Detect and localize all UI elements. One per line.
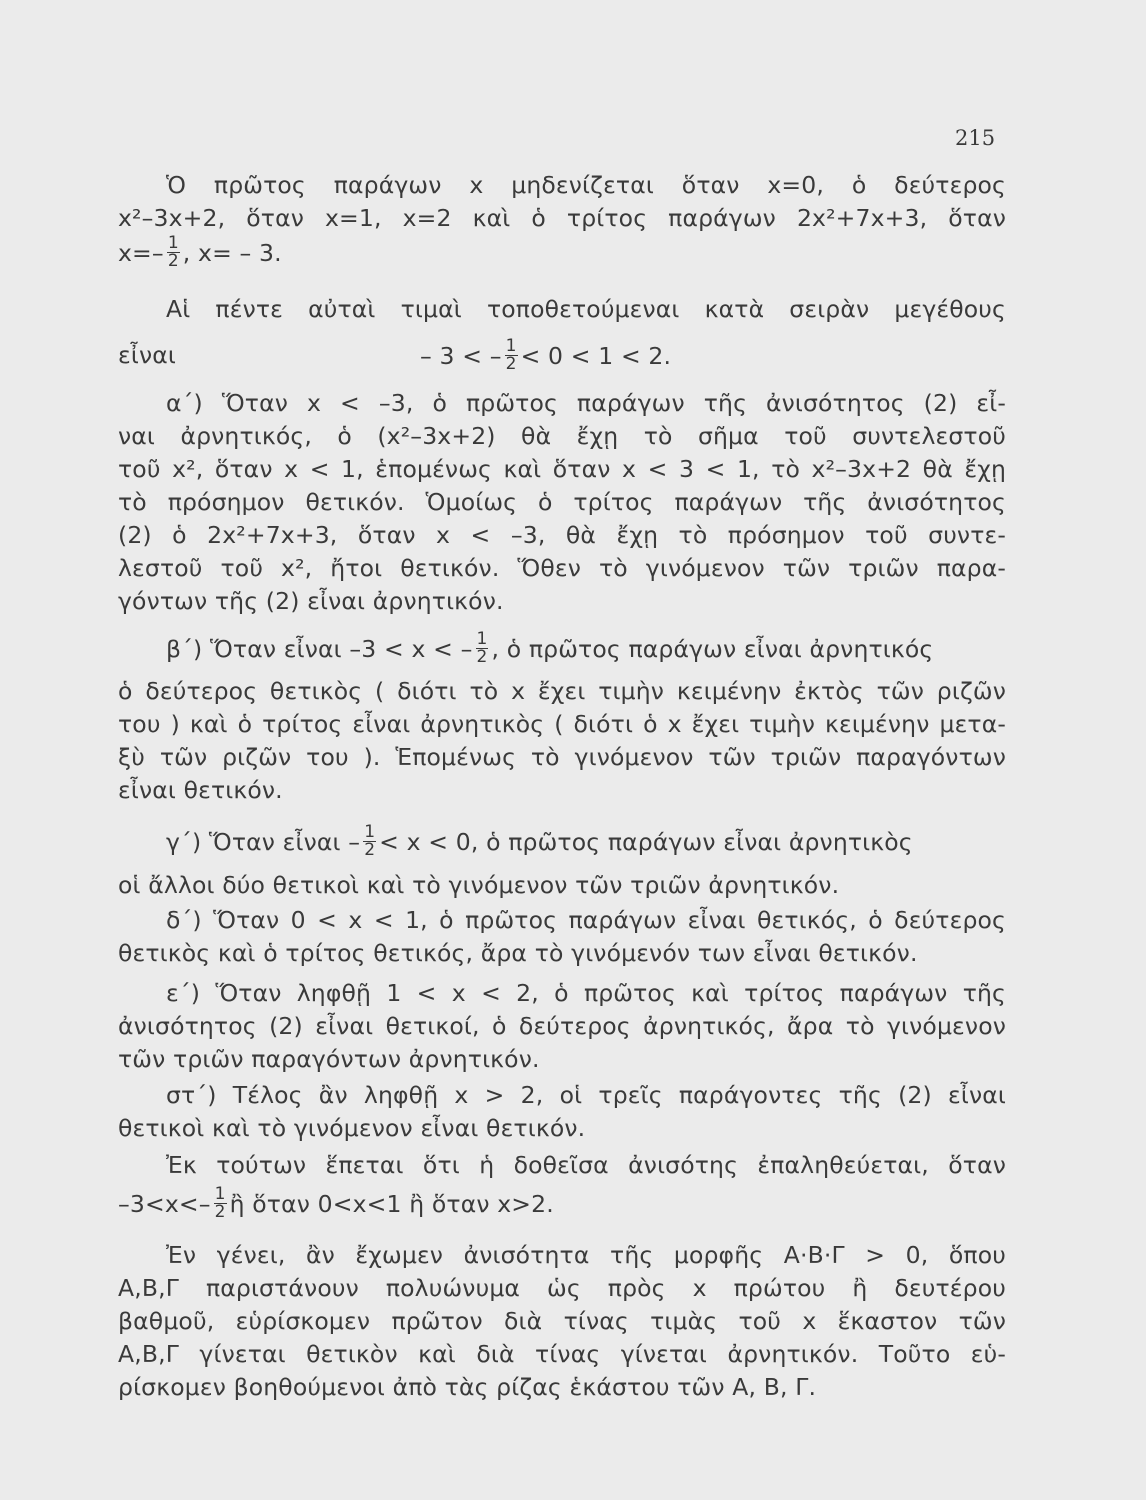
equation-text: x=– (118, 239, 164, 267)
text-line: γόντων τῆς (2) εἶναι ἀρνητικόν. (118, 587, 504, 615)
text-line: Α,Β,Γ παριστάνουν πολυώνυμα ὡς πρὸς x πρώτου ἢ δευτέρου (118, 1274, 1006, 1302)
fraction-numerator: 1 (364, 822, 376, 842)
text-line: ξὺ τῶν ριζῶν του ). Ἑπομένως τὸ γινόμενον τῶν τριῶν παραγόντων (118, 743, 1006, 771)
page-number: 215 (955, 126, 996, 150)
fraction (505, 338, 518, 373)
text-line-equation-roots (118, 233, 1006, 272)
word: εἶναι (118, 341, 176, 369)
equation-text: γ΄) Ὅταν εἶναι – (166, 828, 361, 856)
text-line: Α,Β,Γ γίνεται θετικὸν καὶ διὰ τίνας γίνεται ἀρνητικόν. Τοῦτο εὑ- (118, 1340, 1006, 1368)
fraction-numerator: 1 (476, 629, 488, 649)
text-line: α΄) Ὅταν x < –3, ὁ πρῶτος παράγων τῆς ἀνισότητος (2) εἶ- (166, 389, 1006, 417)
text-line-ordering (118, 336, 1006, 374)
text-line: Ἐν γένει, ἂν ἔχωμεν ἀνισότητα τῆς μορφῆς Α·Β·Γ > 0, ὅπου (166, 1241, 1006, 1269)
equation-text: ἢ ὅταν 0<x<1 ἢ ὅταν x>2. (229, 1190, 554, 1218)
text-line: Ἐκ τούτων ἕπεται ὅτι ἡ δοθεῖσα ἀνισότης ἐπαληθεύεται, ὅταν (166, 1151, 1006, 1179)
fraction-numerator: 1 (167, 233, 179, 253)
equation-text: < 0 < 1 < 2. (520, 342, 672, 370)
fraction-denominator: 2 (167, 251, 179, 271)
text-line-gamma (166, 822, 1006, 861)
text-line: θετικὸς καὶ ὁ τρίτος θετικός, ἄρα τὸ γινόμενόν των εἶναι θετικόν. (118, 939, 918, 967)
fraction (363, 824, 376, 859)
fraction-denominator: 2 (364, 840, 376, 860)
text-line: λεστοῦ τοῦ x², ἤτοι θετικόν. Ὅθεν τὸ γινόμενον τῶν τριῶν παρα- (118, 554, 1006, 582)
text-line: ὁ δεύτερος θετικὸς ( διότι τὸ x ἔχει τιμὴν κειμένην ἐκτὸς τῶν ριζῶν (118, 677, 1006, 705)
text-line: ἀνισότητος (2) εἶναι θετικοί, ὁ δεύτερος ἀρνητικός, ἄρα τὸ γινόμενον (118, 1012, 1006, 1040)
text-line: (2) ὁ 2x²+7x+3, ὅταν x < –3, θὰ ἔχῃ τὸ πρόσημον τοῦ συντε- (118, 521, 1006, 549)
text-line: ρίσκομεν βοηθούμενοι ἀπὸ τὰς ρίζας ἑκάστου τῶν Α, Β, Γ. (118, 1373, 817, 1401)
equation-text: , x= – 3. (182, 239, 282, 267)
ordering-formula (420, 336, 672, 375)
text-line-solution (118, 1184, 1006, 1223)
text-line: του ) καὶ ὁ τρίτος εἶναι ἀρνητικὸς ( διότι ὁ x ἔχει τιμὴν κειμένην μετα- (118, 710, 1006, 738)
text-line: στ΄) Τέλος ἂν ληφθῇ x > 2, οἱ τρεῖς παράγοντες τῆς (2) εἶναι (166, 1081, 1006, 1109)
text-line: ναι ἀρνητικός, ὁ (x²–3x+2) θὰ ἔχῃ τὸ σῆμα τοῦ συντελεστοῦ (118, 422, 1006, 450)
equation-text: –3<x<– (118, 1190, 211, 1218)
text-line: οἱ ἄλλοι δύο θετικοὶ καὶ τὸ γινόμενον τῶν τριῶν ἀρνητικόν. (118, 871, 840, 899)
text-line: τοῦ x², ὅταν x < 1, ἑπομένως καὶ ὅταν x < 3 < 1, τὸ x²–3x+2 θὰ ἔχῃ (118, 455, 1006, 483)
equation-text: , ὁ πρῶτος παράγων εἶναι ἀρνητικός (491, 635, 934, 663)
fraction-numerator: 1 (214, 1184, 226, 1204)
fraction (214, 1186, 227, 1221)
fraction (476, 631, 489, 666)
fraction (167, 235, 180, 270)
fraction-numerator: 1 (505, 336, 517, 356)
text-line: τὸ πρόσημον θετικόν. Ὁμοίως ὁ τρίτος παράγων τῆς ἀνισότητος (118, 488, 1006, 516)
equation-text: < x < 0, ὁ πρῶτος παράγων εἶναι ἀρνητικὸς (379, 828, 913, 856)
equation-text: – 3 < – (420, 342, 502, 370)
text-line: ε΄) Ὅταν ληφθῇ 1 < x < 2, ὁ πρῶτος καὶ τρίτος παράγων τῆς (166, 979, 1006, 1007)
fraction-denominator: 2 (476, 647, 488, 667)
text-line: Ὁ πρῶτος παράγων x μηδενίζεται ὅταν x=0, ὁ δεύτερος (166, 171, 1006, 199)
text-line: δ΄) Ὅταν 0 < x < 1, ὁ πρῶτος παράγων εἶναι θετικός, ὁ δεύτερος (166, 906, 1006, 934)
text-line: βαθμοῦ, εὑρίσκομεν πρῶτον διὰ τίνας τιμὰς τοῦ x ἕκαστον τῶν (118, 1307, 1006, 1335)
text-line: εἶναι θετικόν. (118, 776, 283, 804)
fraction-denominator: 2 (214, 1202, 226, 1222)
text-line: Αἱ πέντε αὐταὶ τιμαὶ τοποθετούμεναι κατὰ σειρὰν μεγέθους (166, 295, 1006, 323)
text-line: x²–3x+2, ὅταν x=1, x=2 καὶ ὁ τρίτος παράγων 2x²+7x+3, ὅταν (118, 204, 1006, 232)
text-line: θετικοὶ καὶ τὸ γινόμενον εἶναι θετικόν. (118, 1114, 586, 1142)
text-line: τῶν τριῶν παραγόντων ἀρνητικόν. (118, 1045, 540, 1073)
text-line-beta (166, 629, 1006, 668)
fraction-denominator: 2 (505, 354, 517, 374)
equation-text: β΄) Ὅταν εἶναι –3 < x < – (166, 635, 473, 663)
